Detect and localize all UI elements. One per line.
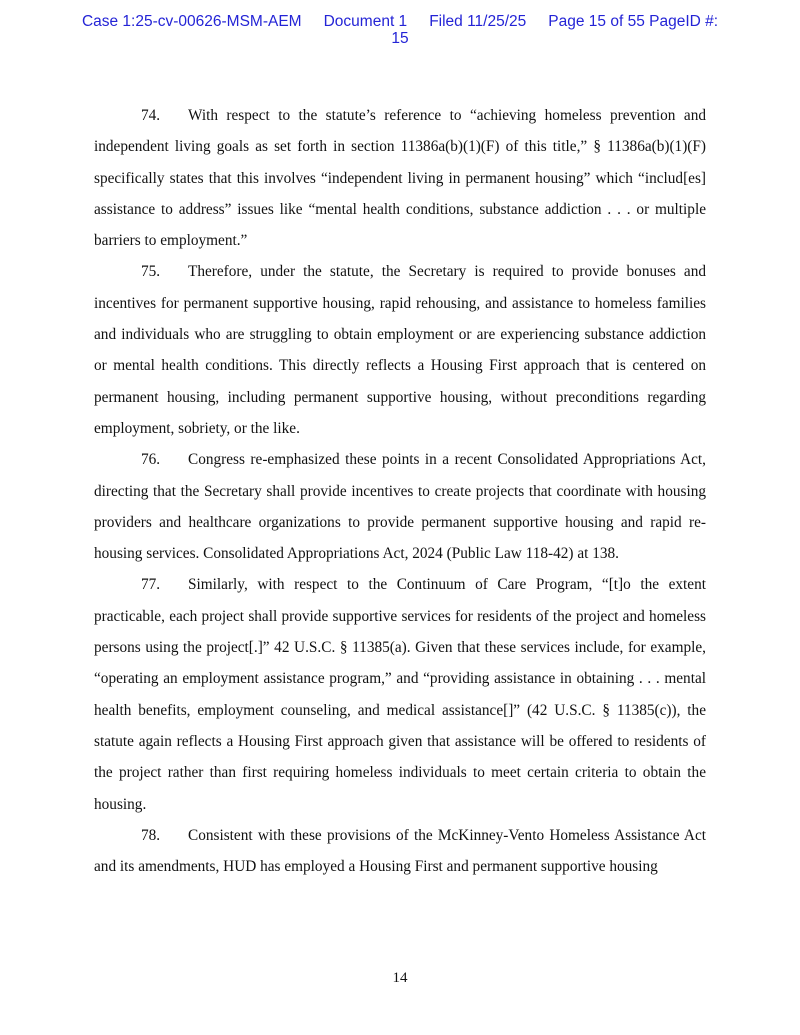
paragraph-text: Therefore, under the statute, the Secretary is required to provide bonuses and incentives for permanent supportive housing, rapid rehousing, and assistance to homeless families and individuals who are struggling to obtain employment or are experiencing substance addiction or mental health conditions. This directly reflects a Housing First approach that is centered on permanent housing, including permanent supportive housing, without preconditions regarding employment, sobriety, or the like. [94,263,706,437]
paragraph-76 [94,444,706,569]
paragraph-78 [94,820,706,883]
paragraph-number: 78. [141,826,161,844]
page-info: Page 15 of 55 PageID #: [548,13,719,30]
body-text [94,100,706,882]
paragraph-number: 75. [141,263,161,281]
paragraph-number: 76. [141,451,161,469]
header-line [0,13,800,30]
paragraph-number: 74. [141,107,161,124]
paragraph-77 [94,569,706,819]
paragraph-text: With respect to the statute’s reference to “achieving homeless prevention and independent living goals as set forth in section 11386a(b)(1)(F) of this title,” § 11386a(b)(1)(F) specifically states that this involves “independent living in permanent housing” which “includ[es] assistance to address” issues like “mental health conditions, substance addiction . . . or multiple barriers to employment.” [94,107,706,250]
paragraph-74 [94,100,706,256]
case-number: Case 1:25-cv-00626-MSM-AEM [81,13,302,30]
page-id: 15 [391,30,409,47]
paragraph-text: Congress re-emphasized these points in a recent Consolidated Appropriations Act, directing that the Secretary shall provide incentives to create projects that coordinate with housing providers and healthcare organizations to provide permanent supportive housing and rapid re-housing services. Consolidated Appropriations Act, 2024 (Public Law 118-42) at 138. [94,451,706,563]
document-number: Document 1 [323,13,408,30]
paragraph-text: Consistent with these provisions of the McKinney-Vento Homeless Assistance Act and its amendments, HUD has employed a Housing First and permanent supportive housing [94,826,706,876]
paragraph-number: 77. [141,576,161,594]
paragraph-75 [94,256,706,444]
filed-date: Filed 11/25/25 [429,13,527,30]
page-number-footer: 14 [392,970,408,986]
case-header [0,13,800,47]
paragraph-text: Similarly, with respect to the Continuum of Care Program, “[t]o the extent practicable, each project shall provide supportive services for residents of the project and homeless persons using the project[.]” 42 U.S.C. § 11385(a). Given that these services include, for example, “operating an employment assistance program,” and “providing assistance in obtaining . . . mental health benefits, employment counseling, and medical assistance[]” (42 U.S.C. § 11385(c)), the statute again reflects a Housing First approach given that assistance will be offered to residents of the project rather than first requiring homeless individuals to meet certain criteria to obtain the housing. [94,576,706,813]
